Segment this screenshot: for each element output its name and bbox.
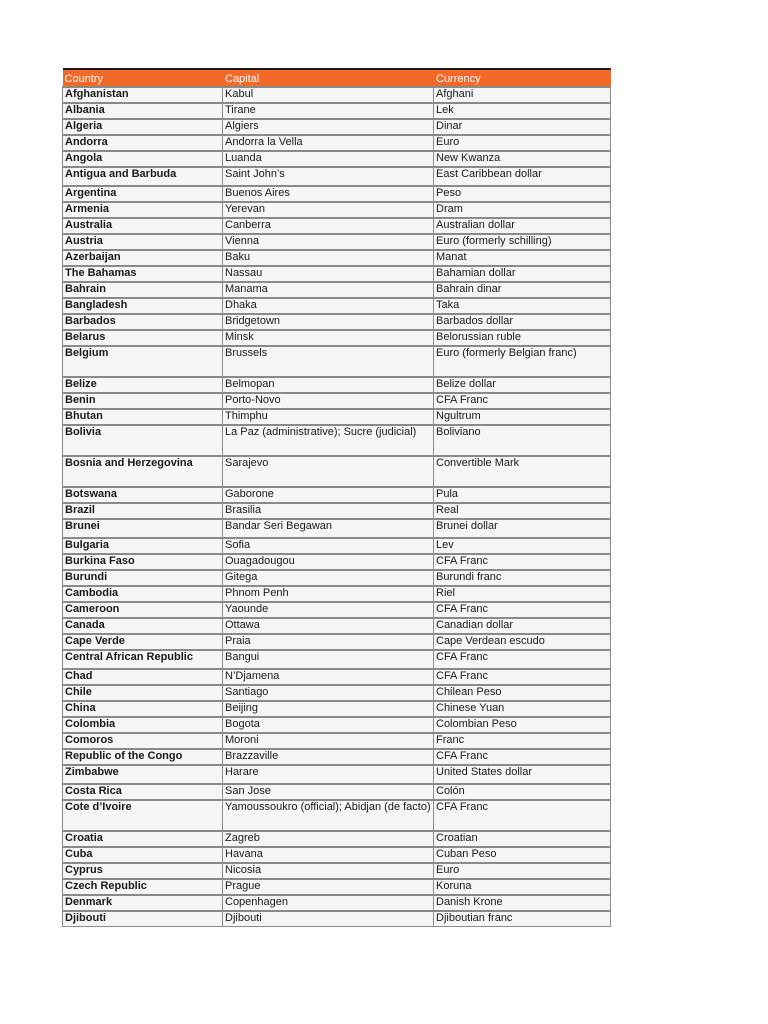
country-cell: Chile — [63, 685, 223, 701]
country-cell: Argentina — [63, 186, 223, 202]
capital-cell: Copenhagen — [223, 895, 434, 911]
capital-cell: Bangui — [223, 650, 434, 669]
country-cell: Andorra — [63, 135, 223, 151]
currency-cell: Euro — [434, 863, 611, 879]
table-row — [63, 586, 611, 602]
capital-cell: Yerevan — [223, 202, 434, 218]
currency-cell: Taka — [434, 298, 611, 314]
table-row — [63, 377, 611, 393]
capital-cell: Yaounde — [223, 602, 434, 618]
table-row — [63, 314, 611, 330]
header-capital: Capital — [223, 69, 434, 87]
table-row — [63, 634, 611, 650]
currency-cell: Lev — [434, 538, 611, 554]
currency-cell: Chinese Yuan — [434, 701, 611, 717]
capital-cell: Saint John’s — [223, 167, 434, 186]
table-row — [63, 409, 611, 425]
table-row — [63, 650, 611, 669]
country-cell: Cape Verde — [63, 634, 223, 650]
country-cell: Botswana — [63, 487, 223, 503]
country-cell: Belarus — [63, 330, 223, 346]
country-cell: Australia — [63, 218, 223, 234]
country-cell: The Bahamas — [63, 266, 223, 282]
table-row — [63, 503, 611, 519]
currency-cell: Boliviano — [434, 425, 611, 456]
table-row — [63, 393, 611, 409]
capital-cell: Dhaka — [223, 298, 434, 314]
capital-cell: Algiers — [223, 119, 434, 135]
header-currency: Currency — [434, 69, 611, 87]
capital-cell: Beijing — [223, 701, 434, 717]
capital-cell: Vienna — [223, 234, 434, 250]
currency-cell: Riel — [434, 586, 611, 602]
currency-cell: Koruna — [434, 879, 611, 895]
country-table — [62, 68, 611, 927]
country-cell: Bhutan — [63, 409, 223, 425]
capital-cell: Djibouti — [223, 911, 434, 927]
table-row — [63, 202, 611, 218]
currency-cell: Lek — [434, 103, 611, 119]
country-cell: Bahrain — [63, 282, 223, 298]
table-row — [63, 618, 611, 634]
country-cell: Bosnia and Herzegovina — [63, 456, 223, 487]
table-row — [63, 519, 611, 538]
table-row — [63, 784, 611, 800]
country-cell: Brunei — [63, 519, 223, 538]
country-cell: Djibouti — [63, 911, 223, 927]
table-row — [63, 167, 611, 186]
capital-cell: N’Djamena — [223, 669, 434, 685]
currency-cell: Euro (formerly Belgian franc) — [434, 346, 611, 377]
country-cell: Chad — [63, 669, 223, 685]
capital-cell: Sarajevo — [223, 456, 434, 487]
table-row — [63, 425, 611, 456]
table-row — [63, 570, 611, 586]
capital-cell: Andorra la Vella — [223, 135, 434, 151]
country-cell: Cambodia — [63, 586, 223, 602]
currency-cell: CFA Franc — [434, 749, 611, 765]
capital-cell: Buenos Aires — [223, 186, 434, 202]
currency-cell: United States dollar — [434, 765, 611, 784]
country-cell: Zimbabwe — [63, 765, 223, 784]
table-row — [63, 119, 611, 135]
capital-cell: Canberra — [223, 218, 434, 234]
country-cell: Bangladesh — [63, 298, 223, 314]
currency-cell: Brunei dollar — [434, 519, 611, 538]
table-header — [63, 69, 611, 87]
country-cell: Cyprus — [63, 863, 223, 879]
capital-cell: Praia — [223, 634, 434, 650]
table-row — [63, 298, 611, 314]
table-row — [63, 186, 611, 202]
currency-cell: Danish Krone — [434, 895, 611, 911]
capital-cell: Nassau — [223, 266, 434, 282]
country-cell: Benin — [63, 393, 223, 409]
currency-cell: Dram — [434, 202, 611, 218]
country-cell: Antigua and Barbuda — [63, 167, 223, 186]
table-row — [63, 487, 611, 503]
country-cell: Barbados — [63, 314, 223, 330]
table-row — [63, 250, 611, 266]
country-cell: Brazil — [63, 503, 223, 519]
currency-cell: Cuban Peso — [434, 847, 611, 863]
capital-cell: Luanda — [223, 151, 434, 167]
capital-cell: Ouagadougou — [223, 554, 434, 570]
table-row — [63, 895, 611, 911]
table-row — [63, 282, 611, 298]
table-row — [63, 135, 611, 151]
country-cell: Croatia — [63, 831, 223, 847]
table-row — [63, 602, 611, 618]
capital-cell: Brussels — [223, 346, 434, 377]
currency-cell: CFA Franc — [434, 669, 611, 685]
capital-cell: Nicosia — [223, 863, 434, 879]
country-cell: Austria — [63, 234, 223, 250]
country-cell: Belize — [63, 377, 223, 393]
currency-cell: Afghani — [434, 87, 611, 103]
capital-cell: Baku — [223, 250, 434, 266]
country-cell: Afghanistan — [63, 87, 223, 103]
table-row — [63, 863, 611, 879]
table-row — [63, 151, 611, 167]
country-cell: Comoros — [63, 733, 223, 749]
country-cell: Denmark — [63, 895, 223, 911]
country-cell: Canada — [63, 618, 223, 634]
currency-cell: Manat — [434, 250, 611, 266]
table-row — [63, 456, 611, 487]
country-cell: Albania — [63, 103, 223, 119]
table-row — [63, 701, 611, 717]
country-cell: Central African Republic — [63, 650, 223, 669]
capital-cell: Brazzaville — [223, 749, 434, 765]
table-row — [63, 831, 611, 847]
capital-cell: Bogota — [223, 717, 434, 733]
currency-cell: CFA Franc — [434, 393, 611, 409]
capital-cell: Kabul — [223, 87, 434, 103]
table-body — [63, 87, 611, 927]
country-cell: Cuba — [63, 847, 223, 863]
capital-cell: Tirane — [223, 103, 434, 119]
capital-cell: Minsk — [223, 330, 434, 346]
capital-cell: Prague — [223, 879, 434, 895]
country-cell: Algeria — [63, 119, 223, 135]
table-row — [63, 669, 611, 685]
capital-cell: Belmopan — [223, 377, 434, 393]
currency-cell: CFA Franc — [434, 650, 611, 669]
header-country: Country — [63, 69, 223, 87]
country-cell: Burkina Faso — [63, 554, 223, 570]
country-cell: Bolivia — [63, 425, 223, 456]
country-cell: Cameroon — [63, 602, 223, 618]
capital-cell: Manama — [223, 282, 434, 298]
capital-cell: San Jose — [223, 784, 434, 800]
currency-cell: Real — [434, 503, 611, 519]
capital-cell: Sofia — [223, 538, 434, 554]
capital-cell: Ottawa — [223, 618, 434, 634]
currency-cell: Belize dollar — [434, 377, 611, 393]
table-row — [63, 330, 611, 346]
capital-cell: La Paz (administrative); Sucre (judicial) — [223, 425, 434, 456]
capital-cell: Moroni — [223, 733, 434, 749]
country-cell: Angola — [63, 151, 223, 167]
table-row — [63, 911, 611, 927]
currency-cell: Colombian Peso — [434, 717, 611, 733]
table-row — [63, 847, 611, 863]
capital-cell: Phnom Penh — [223, 586, 434, 602]
country-cell: Armenia — [63, 202, 223, 218]
currency-cell: Croatian — [434, 831, 611, 847]
country-cell: China — [63, 701, 223, 717]
currency-cell: Euro (formerly schilling) — [434, 234, 611, 250]
table-row — [63, 346, 611, 377]
currency-cell: Bahrain dinar — [434, 282, 611, 298]
currency-cell: CFA Franc — [434, 800, 611, 831]
currency-cell: Australian dollar — [434, 218, 611, 234]
table-row — [63, 218, 611, 234]
country-cell: Republic of the Congo — [63, 749, 223, 765]
capital-cell: Porto-Novo — [223, 393, 434, 409]
country-cell: Cote d’Ivoire — [63, 800, 223, 831]
currency-cell: Djiboutian franc — [434, 911, 611, 927]
header-row — [63, 69, 611, 87]
country-cell: Burundi — [63, 570, 223, 586]
currency-cell: Euro — [434, 135, 611, 151]
currency-cell: Cape Verdean escudo — [434, 634, 611, 650]
currency-cell: Canadian dollar — [434, 618, 611, 634]
currency-cell: CFA Franc — [434, 554, 611, 570]
table-row — [63, 266, 611, 282]
currency-cell: Chilean Peso — [434, 685, 611, 701]
table-row — [63, 554, 611, 570]
table-row — [63, 800, 611, 831]
currency-cell: Ngultrum — [434, 409, 611, 425]
country-cell: Bulgaria — [63, 538, 223, 554]
country-cell: Czech Republic — [63, 879, 223, 895]
capital-cell: Zagreb — [223, 831, 434, 847]
currency-cell: CFA Franc — [434, 602, 611, 618]
currency-cell: East Caribbean dollar — [434, 167, 611, 186]
currency-cell: Bahamian dollar — [434, 266, 611, 282]
capital-cell: Santiago — [223, 685, 434, 701]
capital-cell: Havana — [223, 847, 434, 863]
capital-cell: Bridgetown — [223, 314, 434, 330]
table-row — [63, 717, 611, 733]
capital-cell: Bandar Seri Begawan — [223, 519, 434, 538]
currency-cell: Belorussian ruble — [434, 330, 611, 346]
country-cell: Azerbaijan — [63, 250, 223, 266]
table-row — [63, 733, 611, 749]
table-row — [63, 87, 611, 103]
capital-cell: Brasilia — [223, 503, 434, 519]
table-row — [63, 879, 611, 895]
country-cell: Colombia — [63, 717, 223, 733]
country-cell: Costa Rica — [63, 784, 223, 800]
table-row — [63, 103, 611, 119]
currency-cell: Pula — [434, 487, 611, 503]
currency-cell: Peso — [434, 186, 611, 202]
table-row — [63, 234, 611, 250]
country-cell: Belgium — [63, 346, 223, 377]
table-row — [63, 749, 611, 765]
currency-cell: Convertible Mark — [434, 456, 611, 487]
capital-cell: Harare — [223, 765, 434, 784]
currency-cell: Dinar — [434, 119, 611, 135]
capital-cell: Thimphu — [223, 409, 434, 425]
table-row — [63, 765, 611, 784]
currency-cell: New Kwanza — [434, 151, 611, 167]
currency-cell: Franc — [434, 733, 611, 749]
capital-cell: Gaborone — [223, 487, 434, 503]
table-row — [63, 685, 611, 701]
currency-cell: Barbados dollar — [434, 314, 611, 330]
capital-cell: Yamoussoukro (official); Abidjan (de facto) — [223, 800, 434, 831]
table-row — [63, 538, 611, 554]
currency-cell: Burundi franc — [434, 570, 611, 586]
currency-cell: Colón — [434, 784, 611, 800]
capital-cell: Gitega — [223, 570, 434, 586]
